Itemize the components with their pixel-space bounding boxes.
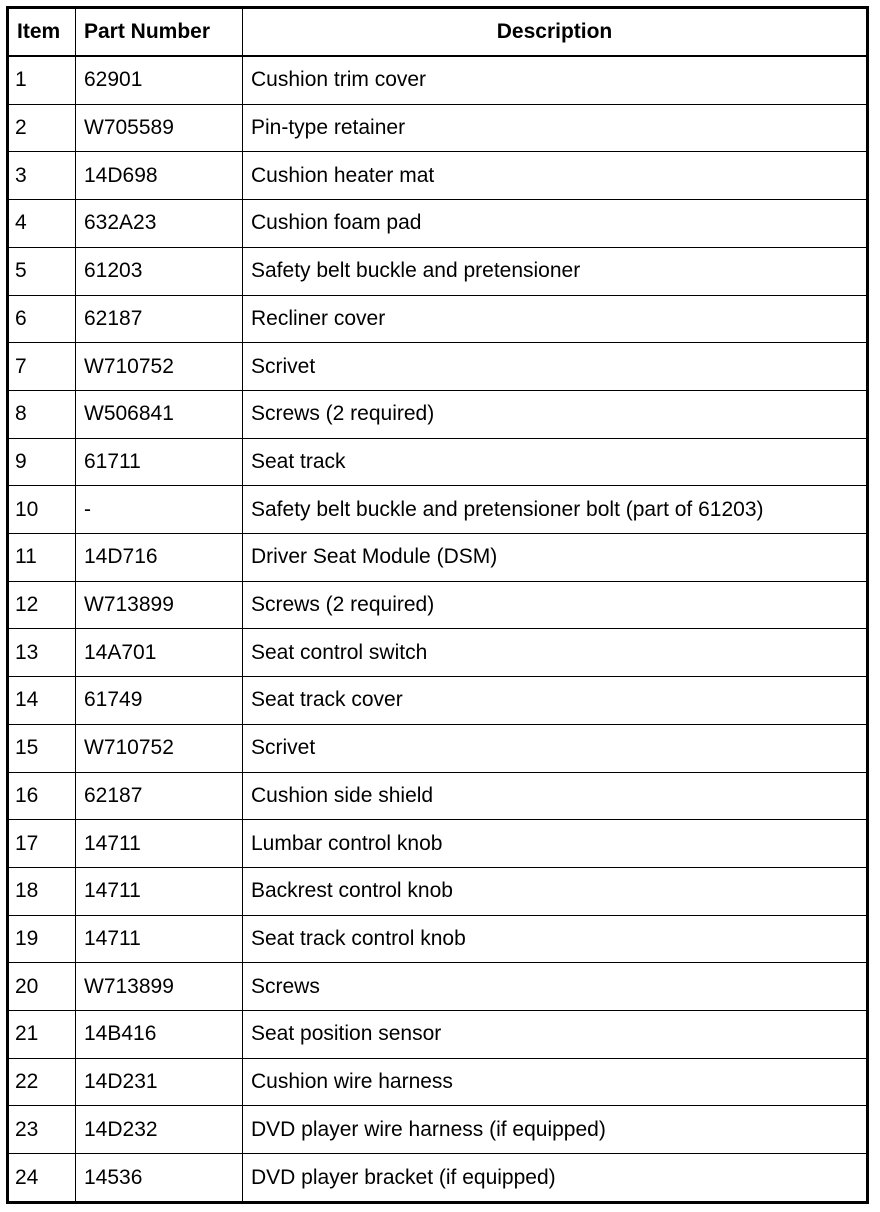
table-row <box>8 820 868 868</box>
description-cell: Cushion wire harness <box>243 1058 868 1106</box>
parts-list-sheet <box>6 6 866 1204</box>
table-row <box>8 867 868 915</box>
table-row <box>8 772 868 820</box>
description-cell: Seat track control knob <box>243 915 868 963</box>
table-row <box>8 56 868 104</box>
table-row <box>8 915 868 963</box>
table-row <box>8 677 868 725</box>
item-cell: 11 <box>8 534 76 582</box>
description-cell: Backrest control knob <box>243 867 868 915</box>
part-number-cell: 14711 <box>76 820 243 868</box>
table-row <box>8 247 868 295</box>
table-row <box>8 104 868 152</box>
table-row <box>8 534 868 582</box>
item-cell: 19 <box>8 915 76 963</box>
item-cell: 24 <box>8 1154 76 1203</box>
item-cell: 21 <box>8 1011 76 1059</box>
description-cell: Screws (2 required) <box>243 390 868 438</box>
part-number-cell: W713899 <box>76 581 243 629</box>
table-row <box>8 581 868 629</box>
table-row <box>8 343 868 391</box>
header-item: Item <box>8 8 76 57</box>
header-part-number: Part Number <box>76 8 243 57</box>
part-number-cell: 14D698 <box>76 152 243 200</box>
item-cell: 1 <box>8 56 76 104</box>
item-cell: 13 <box>8 629 76 677</box>
description-cell: Scrivet <box>243 343 868 391</box>
description-cell: Seat track <box>243 438 868 486</box>
item-cell: 2 <box>8 104 76 152</box>
part-number-cell: 62187 <box>76 295 243 343</box>
description-cell: Seat track cover <box>243 677 868 725</box>
description-cell: Safety belt buckle and pretensioner bolt (part of 61203) <box>243 486 868 534</box>
description-cell: Cushion heater mat <box>243 152 868 200</box>
part-number-cell: 14D232 <box>76 1106 243 1154</box>
part-number-cell: 14D716 <box>76 534 243 582</box>
item-cell: 20 <box>8 963 76 1011</box>
description-cell: Screws <box>243 963 868 1011</box>
table-row <box>8 724 868 772</box>
part-number-cell: W710752 <box>76 724 243 772</box>
item-cell: 16 <box>8 772 76 820</box>
item-cell: 6 <box>8 295 76 343</box>
part-number-cell: 14536 <box>76 1154 243 1203</box>
parts-table <box>6 6 869 1204</box>
table-row <box>8 152 868 200</box>
part-number-cell: 632A23 <box>76 200 243 248</box>
header-description: Description <box>243 8 868 57</box>
table-row <box>8 629 868 677</box>
part-number-cell: 61203 <box>76 247 243 295</box>
table-row <box>8 1058 868 1106</box>
item-cell: 3 <box>8 152 76 200</box>
item-cell: 7 <box>8 343 76 391</box>
part-number-cell: 14D231 <box>76 1058 243 1106</box>
part-number-cell: 14B416 <box>76 1011 243 1059</box>
item-cell: 23 <box>8 1106 76 1154</box>
part-number-cell: 62901 <box>76 56 243 104</box>
item-cell: 22 <box>8 1058 76 1106</box>
table-header-row <box>8 8 868 57</box>
item-cell: 4 <box>8 200 76 248</box>
part-number-cell: W705589 <box>76 104 243 152</box>
item-cell: 12 <box>8 581 76 629</box>
item-cell: 17 <box>8 820 76 868</box>
description-cell: Safety belt buckle and pretensioner <box>243 247 868 295</box>
description-cell: Cushion trim cover <box>243 56 868 104</box>
description-cell: DVD player wire harness (if equipped) <box>243 1106 868 1154</box>
item-cell: 9 <box>8 438 76 486</box>
part-number-cell: W506841 <box>76 390 243 438</box>
item-cell: 15 <box>8 724 76 772</box>
description-cell: Pin-type retainer <box>243 104 868 152</box>
description-cell: DVD player bracket (if equipped) <box>243 1154 868 1203</box>
table-row <box>8 390 868 438</box>
description-cell: Seat control switch <box>243 629 868 677</box>
table-row <box>8 963 868 1011</box>
table-body <box>8 56 868 1203</box>
part-number-cell: 61749 <box>76 677 243 725</box>
part-number-cell: W710752 <box>76 343 243 391</box>
part-number-cell: 61711 <box>76 438 243 486</box>
description-cell: Recliner cover <box>243 295 868 343</box>
part-number-cell: 14711 <box>76 915 243 963</box>
table-row <box>8 1154 868 1203</box>
description-cell: Cushion side shield <box>243 772 868 820</box>
item-cell: 5 <box>8 247 76 295</box>
item-cell: 8 <box>8 390 76 438</box>
description-cell: Driver Seat Module (DSM) <box>243 534 868 582</box>
table-row <box>8 200 868 248</box>
description-cell: Seat position sensor <box>243 1011 868 1059</box>
part-number-cell: 14711 <box>76 867 243 915</box>
table-row <box>8 295 868 343</box>
item-cell: 14 <box>8 677 76 725</box>
table-row <box>8 486 868 534</box>
description-cell: Cushion foam pad <box>243 200 868 248</box>
item-cell: 10 <box>8 486 76 534</box>
description-cell: Lumbar control knob <box>243 820 868 868</box>
part-number-cell: - <box>76 486 243 534</box>
item-cell: 18 <box>8 867 76 915</box>
part-number-cell: 14A701 <box>76 629 243 677</box>
part-number-cell: 62187 <box>76 772 243 820</box>
table-row <box>8 1011 868 1059</box>
description-cell: Scrivet <box>243 724 868 772</box>
table-row <box>8 438 868 486</box>
description-cell: Screws (2 required) <box>243 581 868 629</box>
table-row <box>8 1106 868 1154</box>
part-number-cell: W713899 <box>76 963 243 1011</box>
